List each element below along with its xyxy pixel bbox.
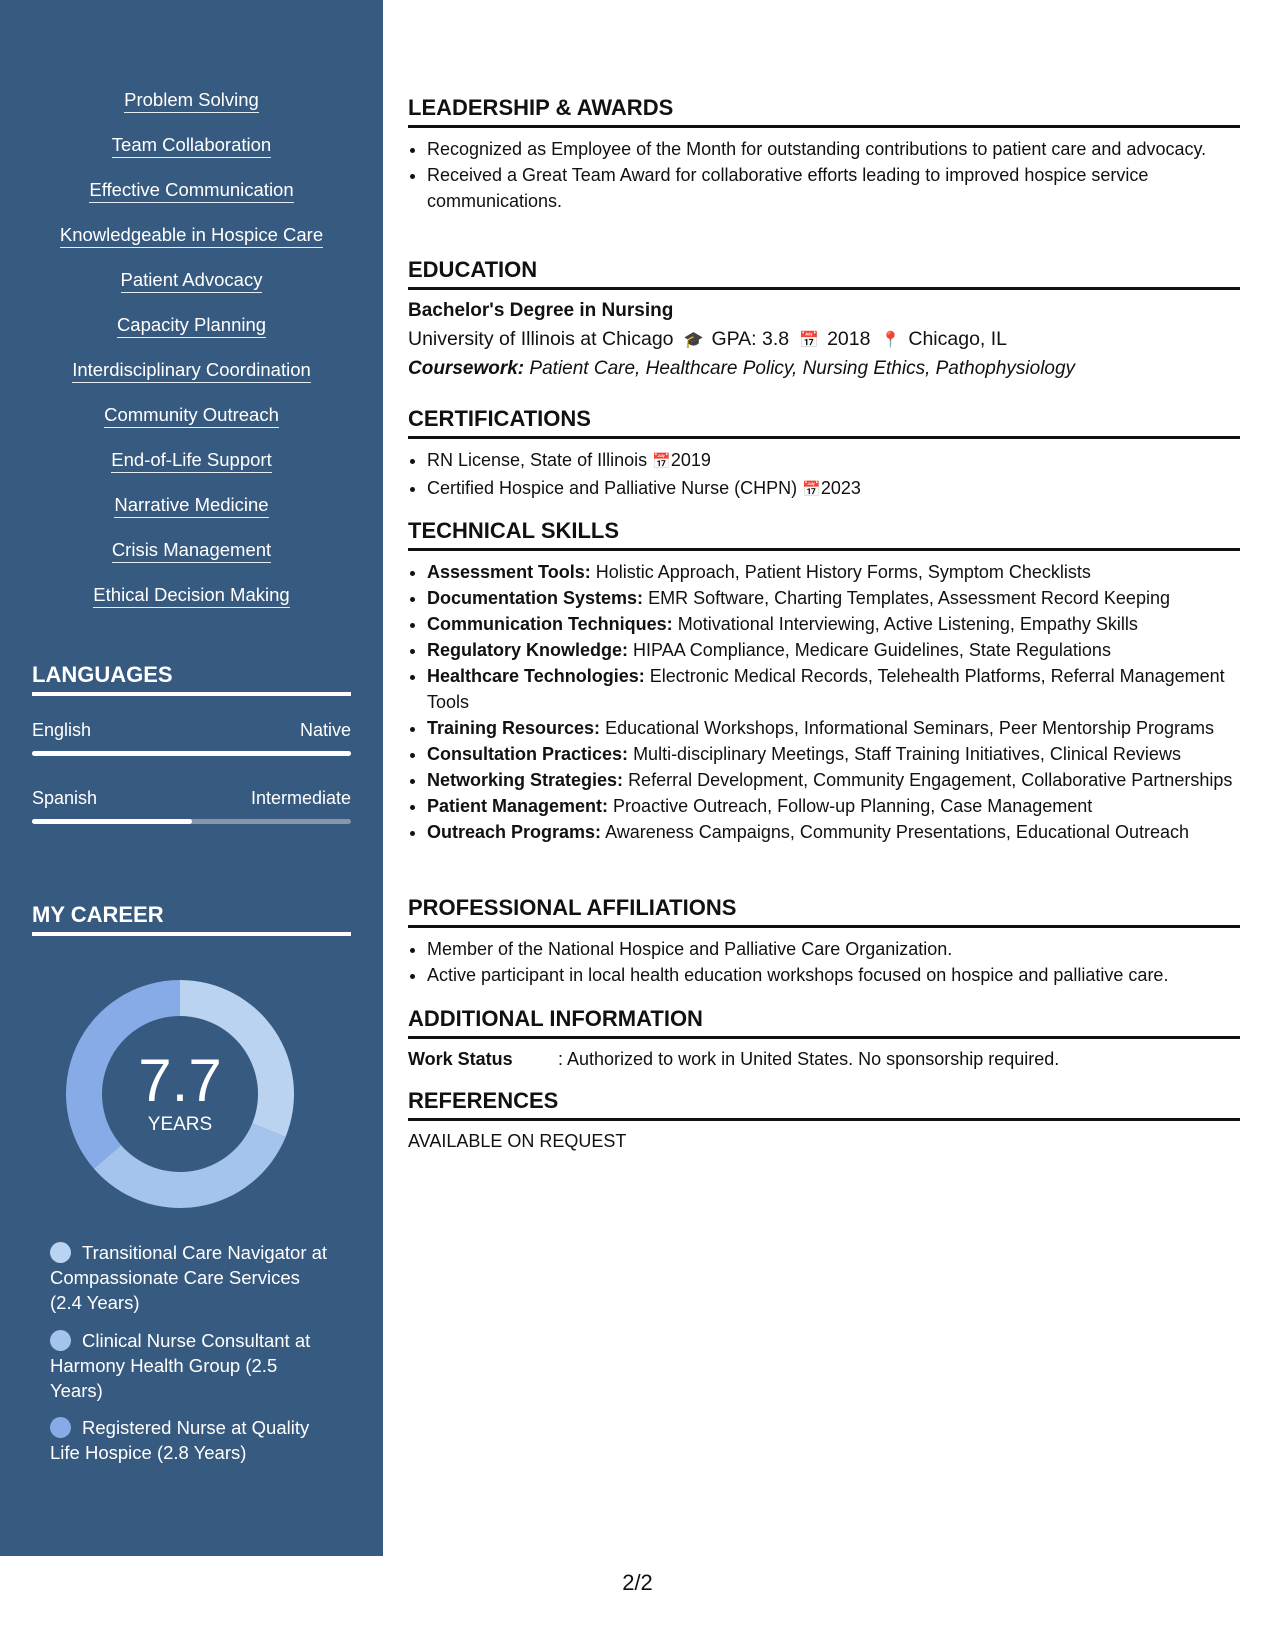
legend-dot-icon (50, 1417, 71, 1438)
page-number: 2/2 (622, 1570, 653, 1595)
additional-info-section (408, 1006, 1240, 1070)
language-bar (32, 819, 351, 824)
location-pin-icon: 📍 (880, 332, 901, 349)
work-status-label: Work Status (408, 1049, 513, 1069)
skill-item: End-of-Life Support (0, 446, 383, 491)
list-item: • Recognized as Employee of the Month for outstanding contributions to patient care and advocacy. (427, 136, 1240, 162)
skill-item: Problem Solving (0, 86, 383, 131)
sidebar (0, 0, 383, 1556)
language-name: English (32, 720, 92, 740)
skill-item: Interdisciplinary Coordination (0, 356, 383, 401)
skill-item: Narrative Medicine (0, 491, 383, 536)
career-item: Clinical Nurse Consultant at Harmony Health Group (2.5 Years) (50, 1330, 311, 1401)
section-heading: CERTIFICATIONS (408, 406, 1240, 439)
list-item: • RN License, State of Illinois 📅2019 (427, 447, 1240, 475)
work-status-row (408, 1049, 1240, 1070)
work-status-value: : Authorized to work in United States. No sponsorship required. (558, 1049, 1060, 1069)
language-level: Intermediate (250, 788, 351, 808)
skill-item: Knowledgeable in Hospice Care (0, 221, 383, 266)
skills-list (0, 86, 383, 626)
education-details (408, 328, 1240, 351)
education-section (408, 257, 1240, 380)
donut-slice-1 (94, 1123, 286, 1208)
legend-dot-icon (50, 1242, 71, 1263)
skill-item: Patient Advocacy (0, 266, 383, 311)
career-unit: YEARS (147, 1114, 213, 1135)
skill-item: Capacity Planning (0, 311, 383, 356)
skill-item: Team Collaboration (0, 131, 383, 176)
skill-item: Ethical Decision Making (0, 581, 383, 626)
skill-item: Effective Communication (0, 176, 383, 221)
skill-item: Community Outreach (0, 401, 383, 446)
calendar-icon: 📅 (652, 453, 671, 470)
gpa: GPA: 3.8 (711, 328, 790, 350)
list-item: • Consultation Practices: Multi-disciplinary Meetings, Staff Training Initiatives, Clinical Reviews (427, 741, 1240, 767)
section-heading: TECHNICAL SKILLS (408, 518, 1240, 551)
references-section (408, 1088, 1240, 1152)
list-item: • Communication Techniques: Motivational Interviewing, Active Listening, Empathy Skills (427, 611, 1240, 637)
list-item: • Outreach Programs: Awareness Campaigns, Community Presentations, Educational Outreach (427, 819, 1240, 845)
language-bar-fill (32, 819, 192, 824)
leadership-section (408, 95, 1240, 214)
list-item: • Patient Management: Proactive Outreach, Follow-up Planning, Case Management (427, 793, 1240, 819)
degree: Bachelor's Degree in Nursing (408, 300, 674, 321)
location: Chicago, IL (908, 328, 1008, 350)
calendar-icon: 📅 (799, 332, 820, 349)
career-total: 7.7 (138, 1047, 222, 1114)
language-row (32, 720, 351, 741)
legend-dot-icon (50, 1330, 71, 1351)
section-heading: PROFESSIONAL AFFILIATIONS (408, 895, 1240, 928)
certifications-section (408, 406, 1240, 503)
technical-skills-section (408, 518, 1240, 845)
career-item: Registered Nurse at Quality Life Hospice (2.8 Years) (50, 1417, 310, 1463)
language-level: Native (299, 720, 351, 740)
career-item: Transitional Care Navigator at Compassionate Care Services (2.4 Years) (50, 1242, 328, 1313)
coursework: Coursework: Patient Care, Healthcare Policy, Nursing Ethics, Pathophysiology (408, 358, 1076, 379)
section-heading: LEADERSHIP & AWARDS (408, 95, 1240, 128)
list-item: • Documentation Systems: EMR Software, Charting Templates, Assessment Record Keeping (427, 585, 1240, 611)
school-name: University of Illinois at Chicago (408, 328, 674, 350)
list-item: • Training Resources: Educational Workshops, Informational Seminars, Peer Mentorship Programs (427, 715, 1240, 741)
list-item: • Healthcare Technologies: Electronic Medical Records, Telehealth Platforms, Referral Management Tools (427, 663, 1240, 715)
section-heading: REFERENCES (408, 1088, 1240, 1121)
grad-year: 2018 (827, 328, 871, 350)
list-item: • Regulatory Knowledge: HIPAA Compliance, Medicare Guidelines, State Regulations (427, 637, 1240, 663)
affiliations-section (408, 895, 1240, 988)
list-item: • Certified Hospice and Palliative Nurse (CHPN) 📅2023 (427, 475, 1240, 503)
section-heading: EDUCATION (408, 257, 1240, 290)
language-bar-fill (32, 751, 351, 756)
section-heading: ADDITIONAL INFORMATION (408, 1006, 1240, 1039)
languages-heading: LANGUAGES (32, 662, 351, 696)
skill-item: Crisis Management (0, 536, 383, 581)
list-item: • Member of the National Hospice and Palliative Care Organization. (427, 936, 1240, 962)
language-name: Spanish (32, 788, 98, 808)
list-item: • Received a Great Team Award for collaborative efforts leading to improved hospice service communications. (427, 162, 1240, 214)
list-item: • Networking Strategies: Referral Development, Community Engagement, Collaborative Partnerships (427, 767, 1240, 793)
language-bar (32, 751, 351, 756)
list-item: • Assessment Tools: Holistic Approach, Patient History Forms, Symptom Checklists (427, 559, 1240, 585)
career-heading: MY CAREER (32, 902, 351, 936)
language-row (32, 788, 351, 809)
references-text: AVAILABLE ON REQUEST (408, 1131, 627, 1151)
graduation-cap-icon: 🎓 (683, 332, 704, 349)
calendar-icon: 📅 (802, 481, 821, 498)
list-item: • Active participant in local health education workshops focused on hospice and palliative care. (427, 962, 1240, 988)
